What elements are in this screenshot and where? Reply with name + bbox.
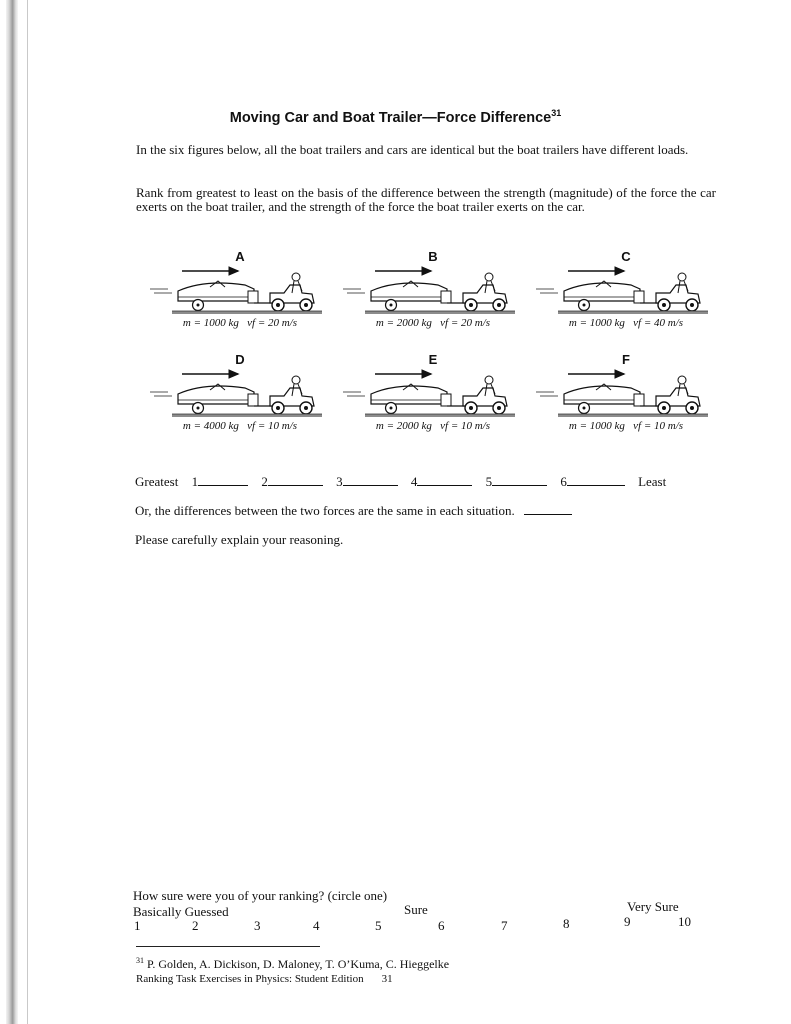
page-number: 31 — [381, 973, 393, 985]
figure-letter: F — [622, 352, 630, 367]
rank-blank-5[interactable] — [492, 475, 547, 486]
rank-slot-number: 3 — [336, 474, 343, 489]
same-option-row — [135, 503, 572, 519]
title-text: Moving Car and Boat Trailer—Force Difference — [229, 109, 552, 126]
rank-slot-number: 1 — [191, 474, 199, 489]
explain-prompt: Please carefully explain your reasoning. — [135, 532, 344, 547]
book-credit-line — [136, 973, 393, 985]
car-trailer-illustration — [150, 364, 330, 420]
car-trailer-illustration — [343, 364, 523, 420]
figure-letter: A — [235, 249, 245, 264]
figure-b — [343, 249, 523, 339]
figure-letter: D — [235, 352, 245, 367]
car-trailer-illustration — [343, 261, 523, 317]
figure-caption: m = 2000 kg vf = 10 m/s — [375, 420, 491, 432]
intro-paragraph: In the six figures below, all the boat trailers and cars are identical but the boat trailers have different loads. — [136, 142, 689, 157]
rank-blank-4[interactable] — [417, 475, 472, 486]
rank-blank-3[interactable] — [343, 475, 398, 486]
confidence-option-6[interactable]: 6 — [438, 918, 445, 933]
figure-a — [150, 249, 330, 339]
car-trailer-illustration — [536, 261, 716, 317]
car-trailer-illustration — [536, 364, 716, 420]
sure-label: Sure — [404, 902, 428, 917]
rank-slot-number: 2 — [261, 474, 268, 489]
footnote-authors-line — [136, 956, 449, 972]
figure-letter: E — [428, 352, 438, 367]
rank-slot-number: 6 — [560, 474, 567, 489]
very-sure-label: Very Sure — [627, 899, 679, 914]
figure-caption: m = 1000 kg vf = 10 m/s — [568, 420, 684, 432]
car-trailer-illustration — [150, 261, 330, 317]
confidence-question: How sure were you of your ranking? (circle one) — [133, 888, 388, 903]
confidence-option-3[interactable]: 3 — [254, 918, 261, 933]
same-option-text: Or, the differences between the two forces are the same in each situation. — [135, 503, 515, 518]
basically-guessed-label: Basically Guessed — [133, 904, 229, 919]
confidence-option-7[interactable]: 7 — [501, 918, 508, 933]
figure-letter: B — [428, 249, 438, 264]
footnote-rule — [136, 946, 320, 947]
rank-slot-number: 5 — [485, 474, 493, 489]
confidence-option-4[interactable]: 4 — [313, 918, 320, 933]
confidence-option-10[interactable]: 10 — [678, 914, 691, 929]
confidence-option-5[interactable]: 5 — [375, 918, 382, 933]
figure-f — [536, 352, 716, 442]
confidence-option-2[interactable]: 2 — [192, 918, 199, 933]
figure-caption: m = 1000 kg vf = 40 m/s — [568, 317, 684, 329]
confidence-option-9[interactable]: 9 — [624, 914, 631, 929]
rank-blank-1[interactable] — [198, 475, 248, 486]
confidence-option-1[interactable]: 1 — [134, 918, 141, 933]
book-title: Ranking Task Exercises in Physics: Student Edition — [136, 973, 364, 985]
footnote-mark: 31 — [136, 956, 144, 965]
rank-blank-6[interactable] — [567, 475, 625, 486]
worksheet-title — [0, 108, 791, 126]
instruction-paragraph: Rank from greatest to least on the basis of the difference between the strength (magnitude) of the force the car exerts on the boat trailer, and the strength of the force the boat trailer exerts on the car. — [136, 185, 716, 214]
page-binding-edge — [6, 0, 18, 1024]
footnote-authors: P. Golden, A. Dickison, D. Maloney, T. O’Kuma, C. Hieggelke — [147, 957, 450, 971]
ranking-row — [135, 474, 666, 490]
page-binding-line — [27, 0, 28, 1024]
figure-caption: m = 2000 kg vf = 20 m/s — [375, 317, 491, 329]
figure-e — [343, 352, 523, 442]
confidence-option-8[interactable]: 8 — [563, 916, 570, 931]
rank-slot-number: 4 — [410, 474, 418, 489]
rank-blank-2[interactable] — [268, 475, 323, 486]
figure-c — [536, 249, 716, 339]
figure-caption: m = 1000 kg vf = 20 m/s — [182, 317, 298, 329]
figure-caption: m = 4000 kg vf = 10 m/s — [182, 420, 298, 432]
least-label: Least — [638, 474, 667, 489]
same-option-blank[interactable] — [524, 504, 572, 515]
figure-d — [150, 352, 330, 442]
title-footnote-mark: 31 — [551, 108, 562, 118]
greatest-label: Greatest — [135, 474, 179, 489]
figure-letter: C — [621, 249, 631, 264]
